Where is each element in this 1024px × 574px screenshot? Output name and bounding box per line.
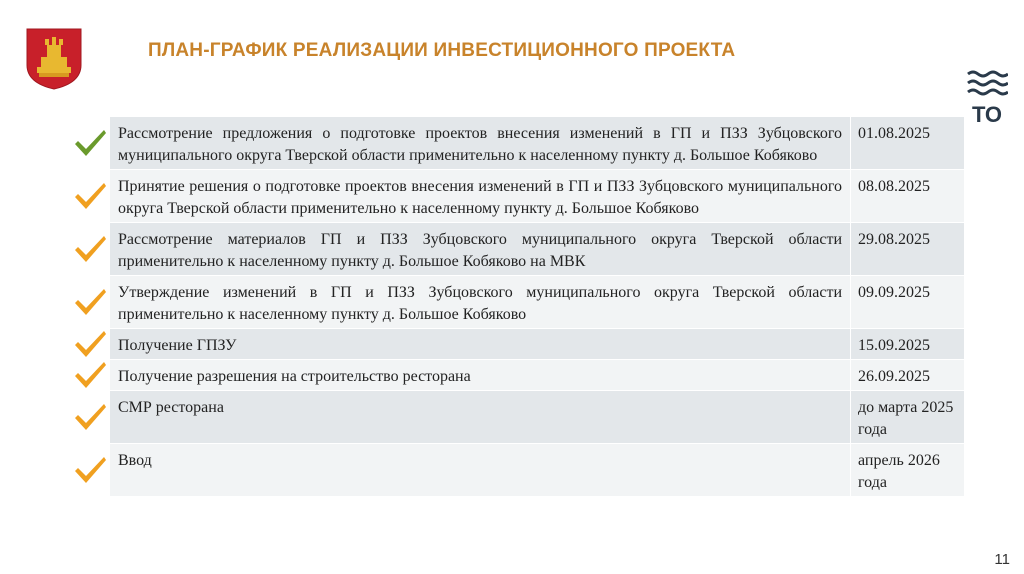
task-date: 01.08.2025	[851, 117, 965, 170]
page-number: 11	[994, 551, 1010, 568]
task-description: Утверждение изменений в ГП и ПЗЗ Зубцовского муниципального округа Тверской области применительно к населенному пункту д. Большое Кобяково	[110, 276, 851, 329]
checkmark-icon	[72, 402, 108, 432]
task-description: Рассмотрение предложения о подготовке проектов внесения изменений в ГП и ПЗЗ Зубцовского муниципального округа Тверской области применительно к населенному пункту д. Большое Кобяково	[110, 117, 851, 170]
page-title: ПЛАН-ГРАФИК РЕАЛИЗАЦИИ ИНВЕСТИЦИОННОГО ПРОЕКТА	[148, 40, 736, 61]
table-row	[110, 170, 965, 223]
brand-logo	[966, 70, 1008, 126]
checkmark-icon	[72, 360, 108, 390]
checkmark-icon	[72, 329, 108, 359]
task-description: Получение разрешения на строительство ресторана	[110, 360, 851, 391]
checkmark-icon	[72, 234, 108, 264]
checkmark-icon	[72, 128, 108, 158]
table-row	[110, 117, 965, 170]
task-description: Ввод	[110, 444, 851, 497]
checkmark-icon	[72, 455, 108, 485]
task-date: 09.09.2025	[851, 276, 965, 329]
task-date: 08.08.2025	[851, 170, 965, 223]
logo-text: ТО	[971, 102, 1003, 126]
table-row	[110, 391, 965, 444]
schedule-table	[109, 116, 965, 497]
checkmark-icon	[72, 287, 108, 317]
coat-of-arms-icon	[25, 27, 83, 91]
table-row	[110, 360, 965, 391]
task-date: 26.09.2025	[851, 360, 965, 391]
table-row	[110, 276, 965, 329]
table-row	[110, 329, 965, 360]
task-date: до марта 2025 года	[851, 391, 965, 444]
task-date: апрель 2026 года	[851, 444, 965, 497]
task-date: 29.08.2025	[851, 223, 965, 276]
table-row	[110, 444, 965, 497]
checkmark-icon	[72, 181, 108, 211]
table-row	[110, 223, 965, 276]
task-description: Получение ГПЗУ	[110, 329, 851, 360]
task-description: Принятие решения о подготовке проектов внесения изменений в ГП и ПЗЗ Зубцовского муниципального округа Тверской области применительно к населенному пункту д. Большое Кобяково	[110, 170, 851, 223]
task-date: 15.09.2025	[851, 329, 965, 360]
task-description: Рассмотрение материалов ГП и ПЗЗ Зубцовского муниципального округа Тверской области применительно к населенному пункту д. Большое Кобяково на МВК	[110, 223, 851, 276]
task-description: СМР ресторана	[110, 391, 851, 444]
